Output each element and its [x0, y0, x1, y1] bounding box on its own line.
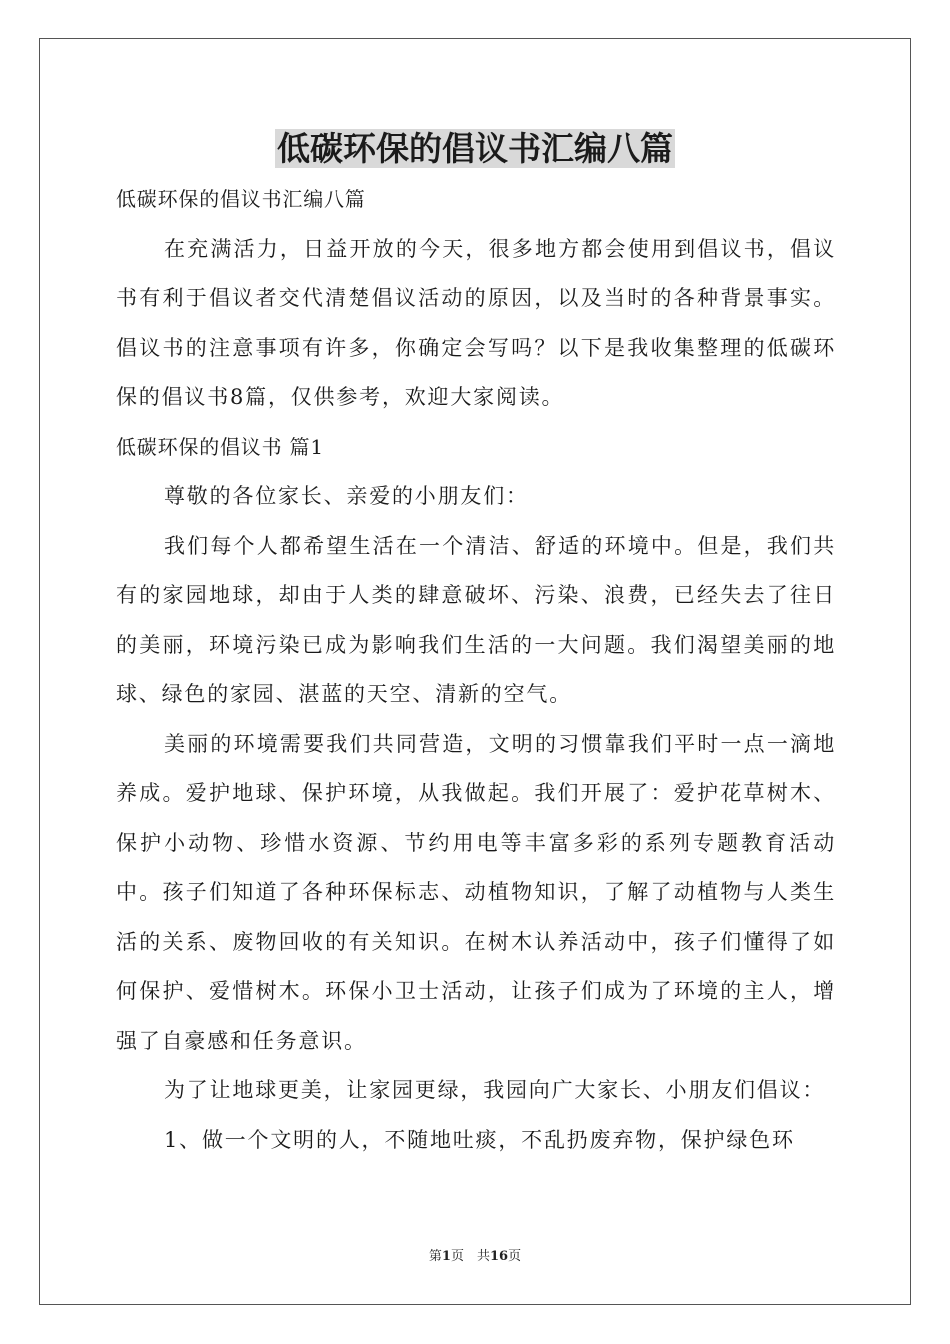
footer-suffix: 页	[508, 1249, 522, 1264]
footer-prefix: 第	[428, 1249, 442, 1264]
body-paragraph: 美丽的环境需要我们共同营造，文明的习惯靠我们平时一点一滴地养成。爱护地球、保护环境，从我做起。我们开展了：爱护花草树木、保护小动物、珍惜水资源、节约用电等丰富多彩的系列专题教育活动中。孩子们知道了各种环保标志、动植物知识，了解了动植物与人类生活的关系、废物回收的有关知识。在树木认养活动中，孩子们懂得了如何保护、爱惜树木。环保小卫士活动，让孩子们成为了环境的主人，增强了自豪感和任务意识。	[116, 731, 836, 1053]
section-heading-1: 低碳环保的倡议书 篇1	[116, 434, 324, 459]
subtitle-heading: 低碳环保的倡议书汇编八篇	[116, 187, 366, 211]
footer-current-page: 1	[441, 1249, 451, 1264]
salutation-paragraph: 尊敬的各位家长、亲爱的小朋友们：	[164, 484, 529, 508]
footer-mid: 页 共	[450, 1249, 490, 1264]
document-title-text: 低碳环保的倡议书汇编八篇	[277, 129, 673, 168]
document-title	[0, 126, 950, 172]
footer-total-pages: 16	[489, 1249, 509, 1264]
document-body	[116, 175, 836, 1165]
body-paragraph: 为了让地球更美，让家园更绿，我园向广大家长、小朋友们倡议：	[164, 1078, 826, 1102]
page-footer	[0, 1247, 950, 1267]
body-paragraph: 我们每个人都希望生活在一个清洁、舒适的环境中。但是，我们共有的家园地球，却由于人类的肆意破坏、污染、浪费，已经失去了往日的美丽，环境污染已成为影响我们生活的一大问题。我们渴望美丽的地球、绿色的家园、湛蓝的天空、清新的空气。	[116, 533, 836, 706]
intro-paragraph: 在充满活力，日益开放的今天，很多地方都会使用到倡议书，倡议书有利于倡议者交代清楚倡议活动的原因，以及当时的各种背景事实。倡议书的注意事项有许多，你确定会写吗？以下是我收集整理的低碳环保的倡议书8篇，仅供参考，欢迎大家阅读。	[116, 236, 836, 409]
list-item-paragraph: 1、做一个文明的人，不随地吐痰，不乱扔废弃物，保护绿色环	[164, 1127, 795, 1152]
